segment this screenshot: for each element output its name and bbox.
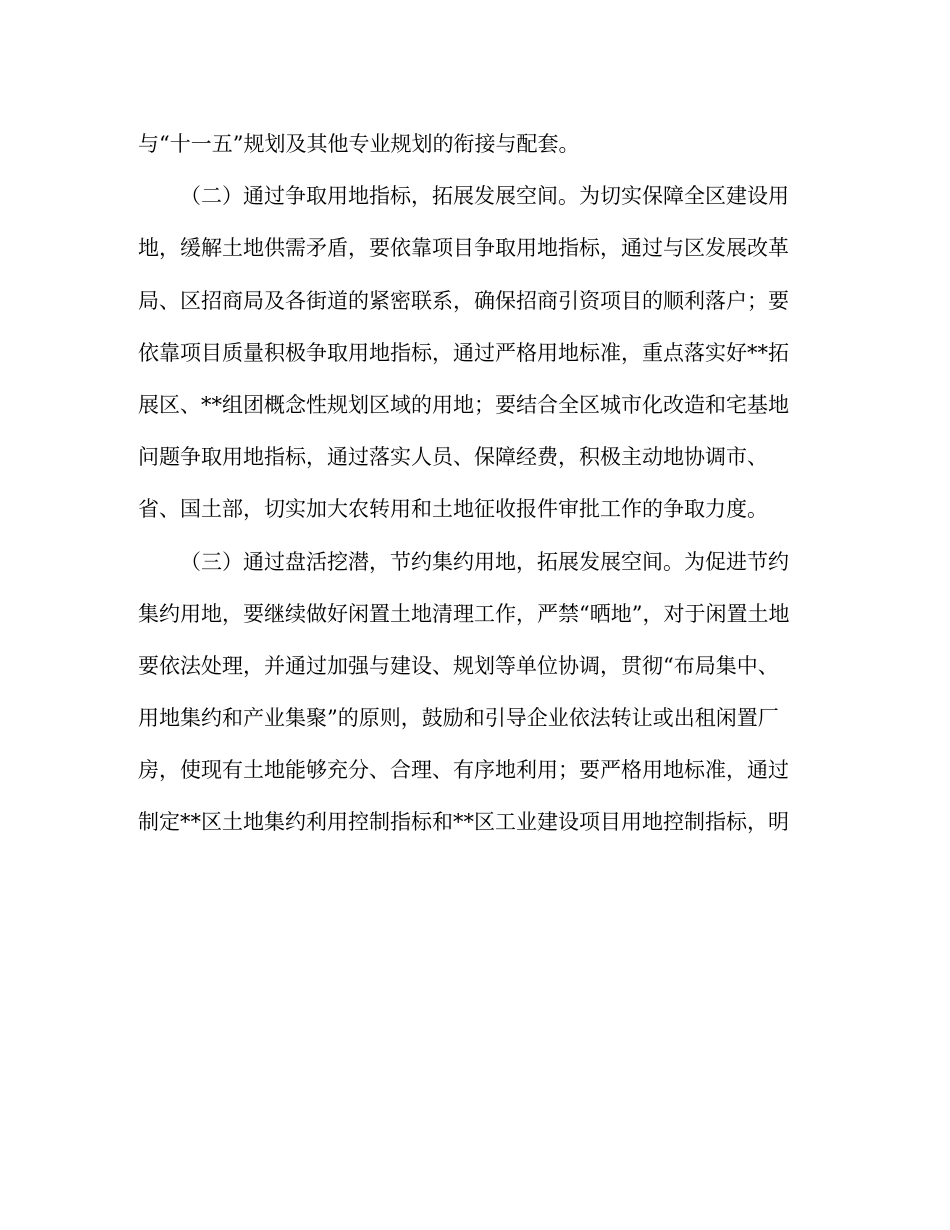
paragraph-line: 局、区招商局及各街道的紧密联系，确保招商引资项目的顺利落户；要 [138,288,789,313]
paragraph-line: 与“十一五”规划及其他专业规划的衔接与配套。 [138,132,580,156]
paragraph-line: 展区、**组团概念性规划区域的用地；要结合全区城市化改造和宅基地 [138,392,789,417]
paragraph-line: 集约用地，要继续做好闲置土地清理工作，严禁“晒地”，对于闲置土地 [138,601,790,626]
paragraph-line: 省、国土部，切实加大农转用和土地征收报件审批工作的争取力度。 [138,497,768,522]
paragraph-line: 房，使现有土地能够充分、合理、有序地利用；要严格用地标准，通过 [138,758,789,783]
paragraph-line: 要依法处理，并通过加强与建设、规划等单位协调，贯彻“布局集中、 [138,653,779,678]
document-body [138,118,828,849]
paragraph-line: 地，缓解土地供需矛盾，要依靠项目争取用地指标，通过与区发展改革 [138,236,789,261]
paragraph-line: 问题争取用地指标，通过落实人员、保障经费，积极主动地协调市、 [138,445,768,470]
paragraph-line: 制定**区土地集约利用控制指标和**区工业建设项目用地控制指标，明 [138,810,789,835]
section-heading-line: （三）通过盘活挖潜，节约集约用地，拓展发展空间。为促进节约 [180,549,789,574]
paragraph-line: 用地集约和产业集聚”的原则，鼓励和引导企业依法转让或出租闲置厂 [138,706,779,731]
paragraph-line: 依靠项目质量积极争取用地指标，通过严格用地标准，重点落实好**拓 [138,340,789,365]
section-heading-line: （二）通过争取用地指标，拓展发展空间。为切实保障全区建设用 [180,184,789,209]
